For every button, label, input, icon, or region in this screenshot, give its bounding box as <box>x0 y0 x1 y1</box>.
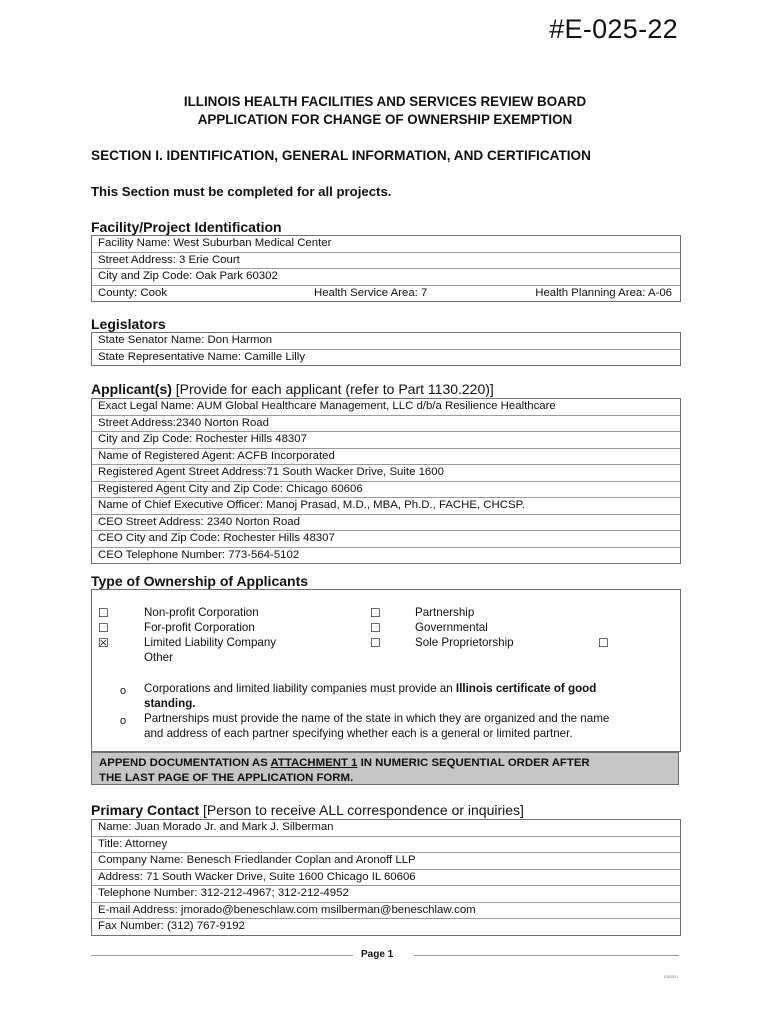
contact-row: Company Name: Benesch Friedlander Coplan and Aronoff LLP <box>92 853 680 870</box>
non-profit-checkbox[interactable]: ☐ <box>98 606 109 620</box>
primary-contact-table <box>91 819 681 936</box>
applicant-row: City and Zip Code: Rochester Hills 48307 <box>92 432 680 449</box>
applicant-row: Name of Registered Agent: ACFB Incorporated <box>92 449 680 466</box>
bullet-marker: o <box>120 685 127 697</box>
governmental-checkbox[interactable]: ☐ <box>370 621 381 635</box>
applicant-row: CEO City and Zip Code: Rochester Hills 48307 <box>92 531 680 548</box>
applicant-table <box>91 398 681 564</box>
applicant-row: Street Address:2340 Norton Road <box>92 416 680 433</box>
llc-checkbox[interactable]: ☒ <box>98 636 109 650</box>
legislators-table <box>91 332 681 366</box>
option-non-profit: Non-profit Corporation <box>144 606 259 619</box>
applicant-row: Exact Legal Name: AUM Global Healthcare Management, LLC d/b/a Resilience Healthcare <box>92 399 680 416</box>
standing-emphasis: standing. <box>144 696 196 710</box>
senator-row: State Senator Name: Don Harmon <box>92 333 680 350</box>
applicant-row: Registered Agent City and Zip Code: Chicago 60606 <box>92 482 680 499</box>
certificate-emphasis: Illinois certificate of good <box>455 682 597 695</box>
facility-heading: Facility/Project Identification <box>91 219 282 235</box>
other-checkbox[interactable]: ☐ <box>598 636 609 650</box>
option-sole-proprietorship: Sole Proprietorship <box>415 636 514 649</box>
applicant-row: Registered Agent Street Address:71 South Wacker Drive, Suite 1600 <box>92 465 680 482</box>
partnership-note-line1: Partnerships must provide the name of the state in which they are organized and the name <box>144 712 610 725</box>
applicant-row: CEO Street Address: 2340 Norton Road <box>92 515 680 532</box>
sole-proprietorship-checkbox[interactable]: ☐ <box>370 636 381 650</box>
document-id: #E-025-22 <box>549 14 678 44</box>
attachment-1-label: ATTACHMENT 1 <box>270 757 358 769</box>
form-title: APPLICATION FOR CHANGE OF OWNERSHIP EXEMPTION <box>197 112 573 127</box>
append-text-line2: THE LAST PAGE OF THE APPLICATION FORM. <box>99 772 354 784</box>
contact-row: Name: Juan Morado Jr. and Mark J. Silberman <box>92 820 680 837</box>
footer-rule-right <box>414 955 679 956</box>
primary-contact-note: [Person to receive ALL correspondence or inquiries] <box>203 802 524 818</box>
primary-contact-heading <box>91 802 524 818</box>
option-other: Other <box>144 651 173 664</box>
contact-row: E-mail Address: jmorado@beneschlaw.com msilberman@beneschlaw.com <box>92 903 680 920</box>
contact-row: Title: Attorney <box>92 837 680 854</box>
applicant-row: CEO Telephone Number: 773-564-5102 <box>98 548 300 561</box>
applicant-heading-note: [Provide for each applicant (refer to Part 1130.220)] <box>175 381 494 397</box>
partnership-note <box>144 712 664 742</box>
corporation-note <box>144 682 664 712</box>
board-title: ILLINOIS HEALTH FACILITIES AND SERVICES REVIEW BOARD <box>183 94 587 109</box>
legislators-heading: Legislators <box>91 316 166 332</box>
ownership-table <box>91 589 681 752</box>
corporation-note-text: Corporations and limited liability companies must provide an <box>144 682 456 695</box>
append-text-cont: IN NUMERIC SEQUENTIAL ORDER AFTER <box>357 757 590 769</box>
section-heading: SECTION I. IDENTIFICATION, GENERAL INFORMATION, AND CERTIFICATION <box>91 148 591 163</box>
ownership-heading: Type of Ownership of Applicants <box>91 573 309 589</box>
representative-row: State Representative Name: Camille Lilly <box>98 350 306 363</box>
health-service-area: Health Service Area: 7 <box>314 286 428 299</box>
facility-city-row: City and Zip Code: Oak Park 60302 <box>92 269 680 286</box>
applicant-heading-label: Applicant(s) <box>91 381 172 397</box>
partnership-note-line2: and address of each partner specifying whether each is a general or limited partner. <box>144 726 573 740</box>
primary-contact-label: Primary Contact <box>91 802 200 818</box>
for-profit-checkbox[interactable]: ☐ <box>98 621 109 635</box>
append-documentation-banner <box>91 752 679 785</box>
applicant-heading <box>91 381 494 397</box>
contact-row: Fax Number: (312) 767-9192 <box>98 920 245 932</box>
facility-address-row: Street Address: 3 Erie Court <box>92 253 680 270</box>
applicant-row: Name of Chief Executive Officer: Manoj Prasad, M.D., MBA, Ph.D., FACHE, CHCSP. <box>92 498 680 515</box>
option-partnership: Partnership <box>415 606 475 619</box>
facility-county-row <box>92 286 680 302</box>
completion-instruction: This Section must be completed for all projects. <box>91 184 392 199</box>
option-llc: Limited Liability Company <box>144 636 277 649</box>
bullet-marker: o <box>120 715 127 727</box>
county: County: Cook <box>98 286 168 299</box>
partnership-checkbox[interactable]: ☐ <box>370 606 381 620</box>
facility-table <box>91 235 681 302</box>
option-for-profit: For-profit Corporation <box>144 621 255 634</box>
append-text: APPEND DOCUMENTATION AS <box>99 757 271 769</box>
health-planning-area: Health Planning Area: A-06 <box>535 286 672 299</box>
page-number: Page 1 <box>361 949 394 960</box>
contact-row: Address: 71 South Wacker Drive, Suite 1600 Chicago IL 60606 <box>92 870 680 887</box>
footer-rule-left <box>91 955 353 956</box>
option-governmental: Governmental <box>415 621 488 634</box>
form-code: 1/2020 I <box>663 974 678 979</box>
facility-name-row: Facility Name: West Suburban Medical Center <box>92 236 680 253</box>
contact-row: Telephone Number: 312-212-4967; 312-212-4952 <box>92 886 680 903</box>
